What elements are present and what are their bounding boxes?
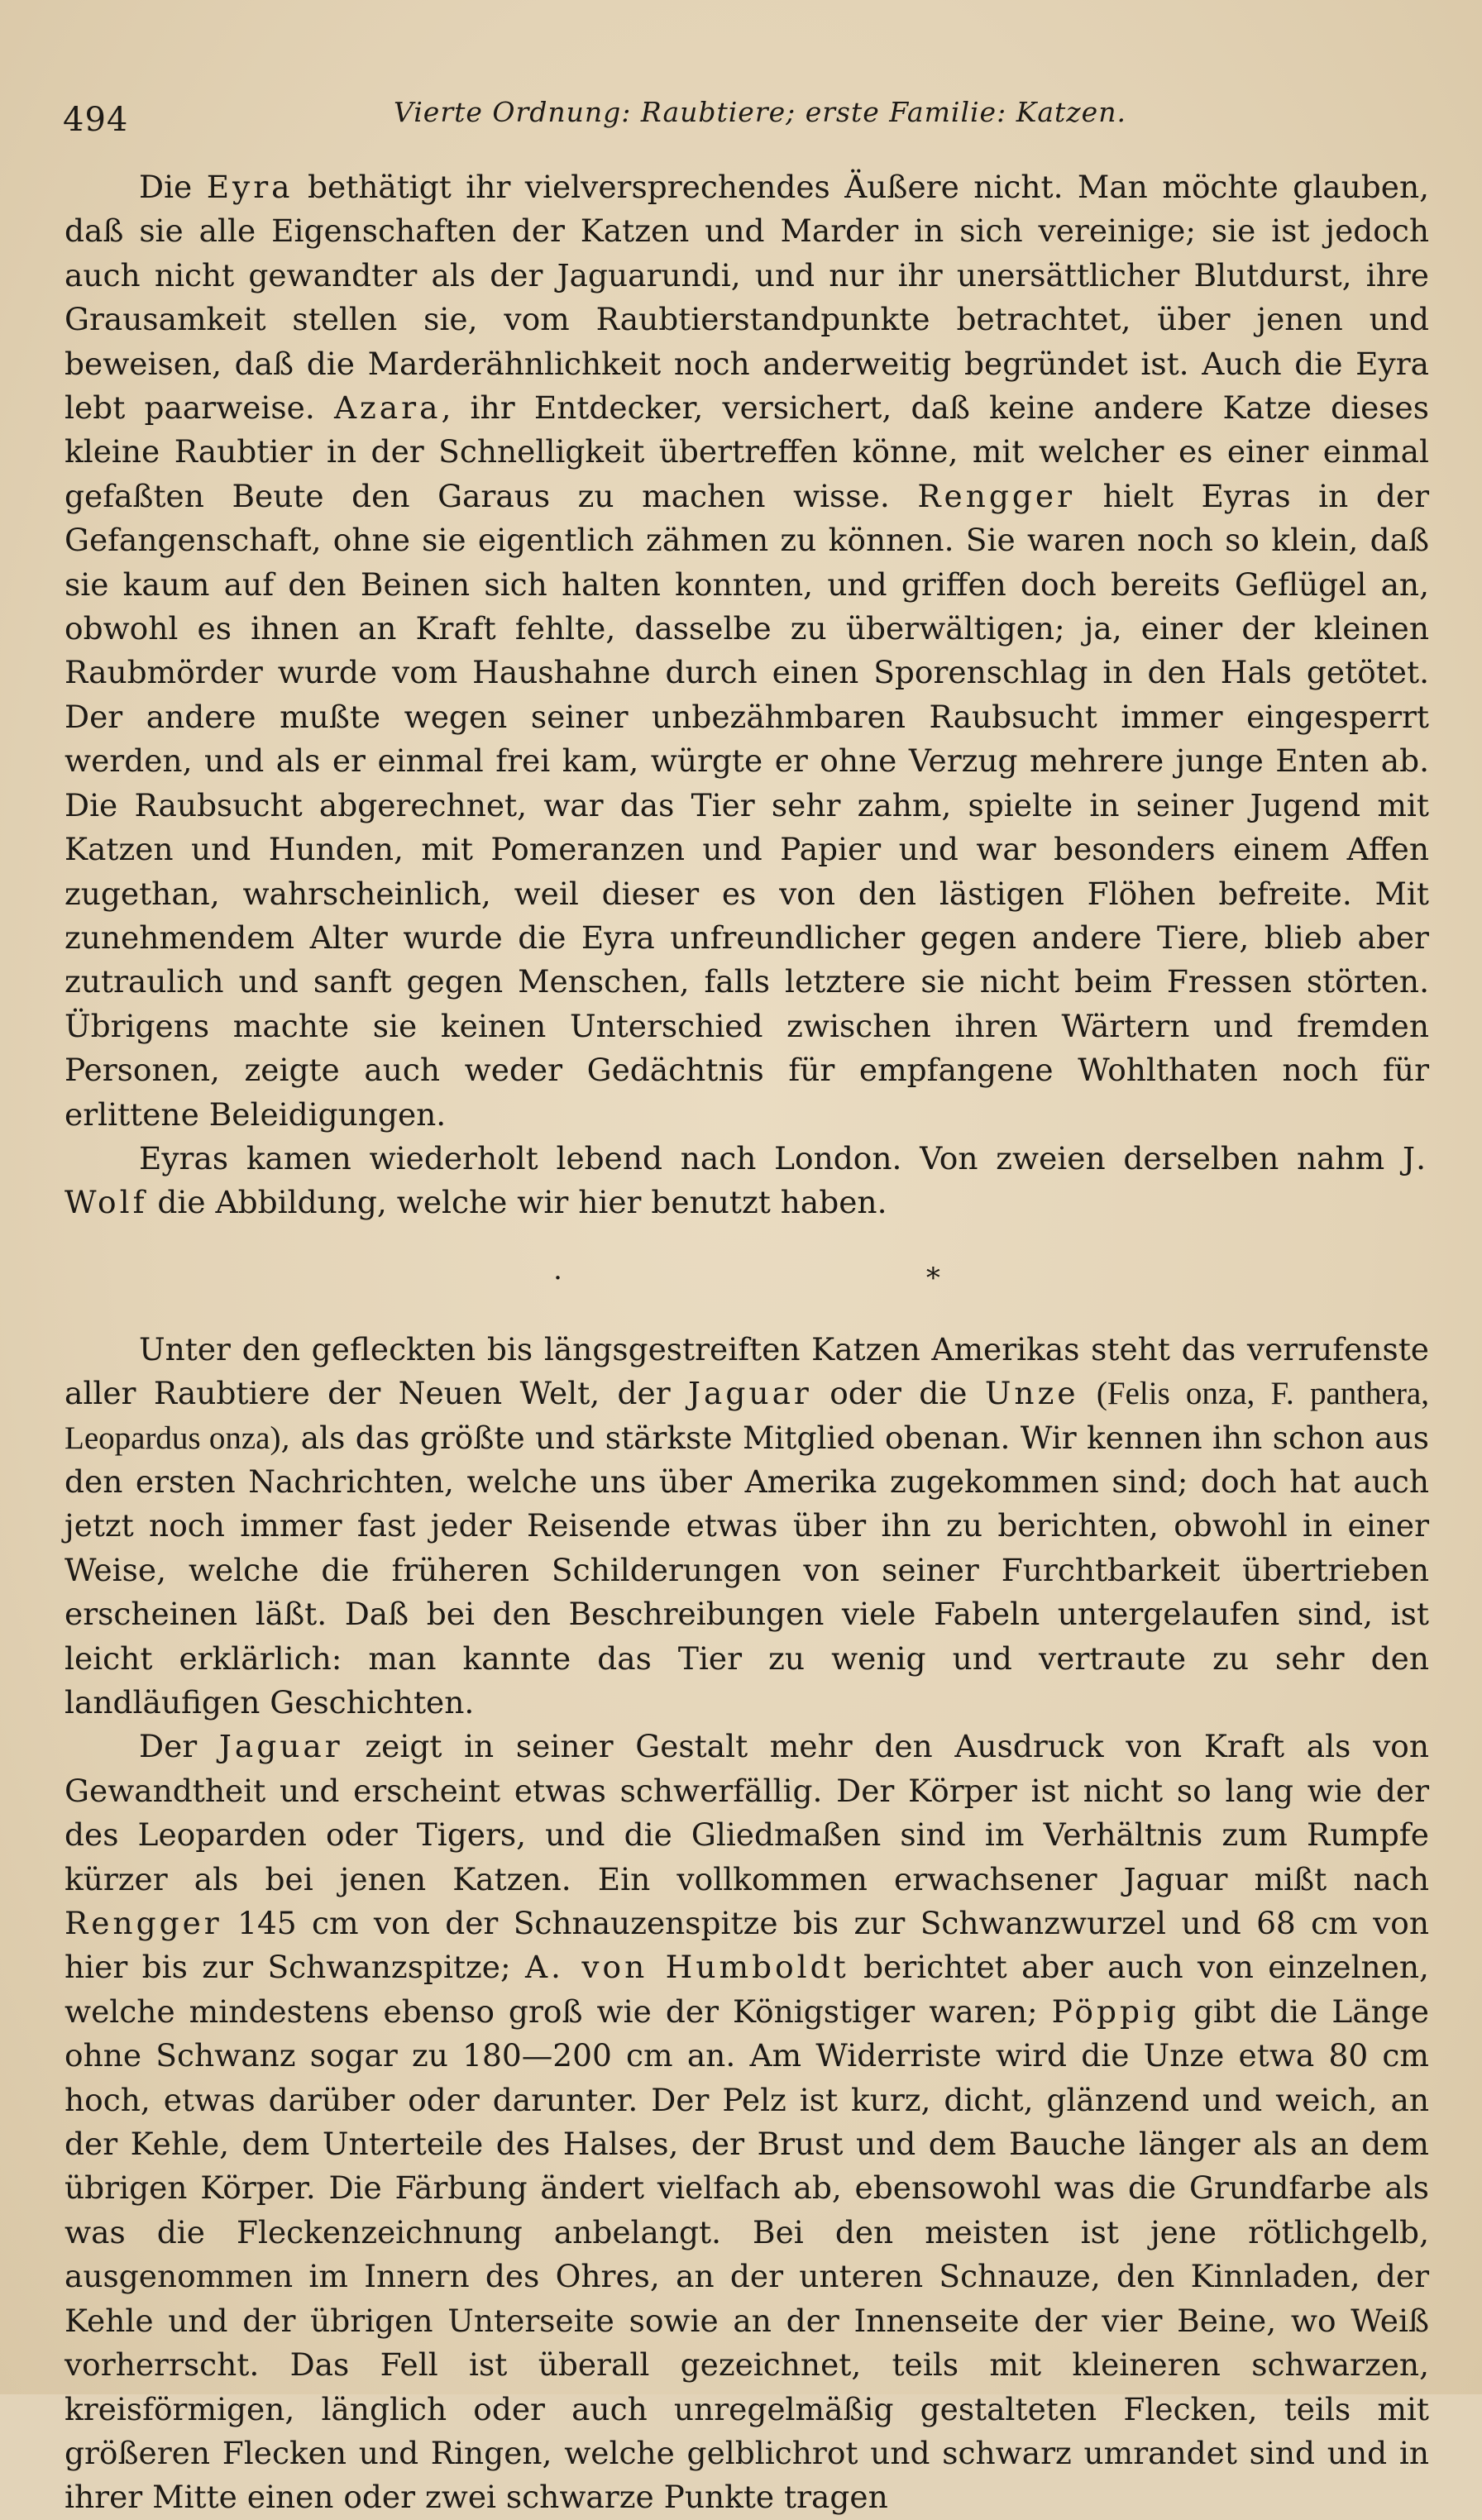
text-run: oder die [811, 1375, 985, 1412]
paragraph-jaguar-intro [65, 1328, 1429, 1725]
text-run: zeigt in seiner Gestalt mehr den Ausdruck von Kraft als von Gewandtheit und erscheint etwas schwerfällig. Der Körper ist nicht so lang wie der des Leoparden oder Tigers, und die Gliedmaßen sind im Verhältnis zum Rumpfe kürzer als bei jenen Katzen. Ein vollkommen erwachsener Jaguar mißt nach [65, 1728, 1429, 1897]
text-run: Die [139, 169, 207, 205]
text-run: Der [139, 1728, 219, 1765]
name-jaguar: Jaguar [688, 1375, 812, 1412]
name-eyra: Eyra [206, 169, 294, 205]
text-run: , als das größte und stärkste Mitglied obenan. Wir kennen ihn schon aus den ersten Nachrichten, welche uns über Amerika zugekommen sind; doch hat auch jetzt noch immer fast jeder Reisende etwas über ihn zu berichten, obwohl in einer Weise, welche die früheren Schilderungen von seiner Furchtbarkeit übertrieben erscheinen läßt. Daß bei den Beschreibungen viele Fabeln untergelaufen sind, ist leicht erklärlich: man kannte das Tier zu wenig und vertraute zu sehr den landläufigen Geschichten. [65, 1419, 1430, 1721]
text-run: die Abbildung, welche wir hier benutzt haben. [147, 1184, 887, 1221]
text-run: 145 cm von der Schnauzenspitze bis zur Schwanzwurzel und 68 cm von hier bis zur Schwanzspitze; [65, 1905, 1429, 1986]
body-text [65, 165, 1429, 2520]
text-run: gibt die Länge ohne Schwanz sogar zu 180—200 cm an. Am Widerriste wird die Unze etwa 80 cm hoch, etwas darüber oder darunter. Der Pelz ist kurz, dicht, glänzend und weich, an der Kehle, dem Unterteile des Halses, der Brust und dem Bauche länger als an dem übrigen Körper. Die Färbung ändert vielfach ab, ebensowohl was die Grundfarbe als was die Fleckenzeichnung anbelangt. Bei den meisten ist jene rötlichgelb, ausgenommen im Innern des Ohres, an der unteren Schnauze, den Kinnladen, der Kehle und der übrigen Unterseite sowie an der Innenseite der vier Beine, wo Weiß vorherrscht. Das Fell ist überall gezeichnet, teils mit kleineren schwarzen, kreisförmigen, länglich oder auch unregelmäßig gestalteten Flecken, teils mit größeren Flecken und Ringen, welche gelblichrot und schwarz umrandet sind und in ihrer Mitte einen oder zwei schwarze Punkte tragen [65, 1993, 1429, 2516]
paragraph-eyra-london [65, 1137, 1429, 1225]
section-separator [65, 1262, 1429, 1295]
separator-dot: · [553, 1261, 562, 1295]
text-run: Eyras kamen wiederholt lebend nach London. Von zweien derselben nahm [139, 1139, 1403, 1176]
latin-names: (Felis onza, F. panthera, Leopardus onza) [65, 1376, 1429, 1456]
name-wolf: J. Wolf [65, 1139, 1429, 1221]
separator-star: * [925, 1261, 940, 1295]
name-poeppig: Pöppig [1051, 1993, 1179, 2030]
text-run: , ihr Entdecker, versichert, daß keine andere Katze dieses kleine Raubtier in der Schnelligkeit übertreffen könne, mit welcher es einer einmal gefaßten Beute den Garaus zu machen wisse. [65, 389, 1429, 514]
name-unze: Unze [984, 1375, 1079, 1412]
name-jaguar: Jaguar [218, 1728, 343, 1765]
running-title: Vierte Ordnung: Raubtiere; erste Familie: Katzen. [394, 96, 1126, 128]
running-head [63, 93, 1436, 142]
text-run: hielt Eyras in der Gefangenschaft, ohne sie eigentlich zähmen zu können. Sie waren noch so klein, daß sie kaum auf den Beinen sich halten konnten, und griffen doch bereits Geflügel an, obwohl es ihnen an Kraft fehlte, dasselbe zu überwältigen; ja, einer der kleinen Raubmörder wurde vom Haushahne durch einen Sporenschlag in den Hals getötet. Der andere mußte wegen seiner unbezähmbaren Raubsucht immer eingesperrt werden, und als er einmal frei kam, würgte er ohne Verzug mehrere junge Enten ab. Die Raubsucht abgerechnet, war das Tier sehr zahm, spielte in seiner Jugend mit Katzen und Hunden, mit Pomeranzen und Papier und war besonders einem Affen zugethan, wahrscheinlich, weil dieser es von den lästigen Flöhen befreite. Mit zunehmendem Alter wurde die Eyra unfreundlicher gegen andere Tiere, blieb aber zutraulich und sanft gegen Menschen, falls letztere sie nicht beim Fressen störten. Übrigens machte sie keinen Unterschied zwischen ihren Wärtern und fremden Personen, zeigte auch weder Gedächtnis für empfangene Wohlthaten noch für erlittene Beleidigungen. [65, 477, 1430, 1133]
paragraph-jaguar-description [65, 1725, 1429, 2519]
text-run: bethätigt ihr vielversprechendes Äußere nicht. Man möchte glauben, daß sie alle Eigenschaften der Katzen und Marder in sich vereinige; sie ist jedoch auch nicht gewandter als der Jaguarundi, und nur ihr unersättlicher Blutdurst, ihre Grausamkeit stellen sie, vom Raubtierstandpunkte betrachtet, über jenen und beweisen, daß die Marderähnlichkeit noch anderweitig begründet ist. Auch die Eyra lebt paarweise. [65, 169, 1430, 427]
text-run: Unter den gefleckten bis längsgestreiften Katzen Amerikas steht das verrufenste aller Raubtiere der Neuen Welt, der [65, 1330, 1429, 1412]
text-run [1079, 1375, 1097, 1411]
name-azara: Azara [333, 389, 442, 427]
name-rengger: Rengger [65, 1905, 222, 1942]
name-rengger: Rengger [917, 477, 1076, 514]
page-number: 494 [63, 101, 129, 139]
text-run: berichtet aber auch von einzelnen, welche mindestens ebenso groß wie der Königstiger waren; [65, 1949, 1429, 2030]
name-humboldt: A. von Humboldt [524, 1949, 849, 1986]
paragraph-eyra-behavior [65, 165, 1429, 1137]
